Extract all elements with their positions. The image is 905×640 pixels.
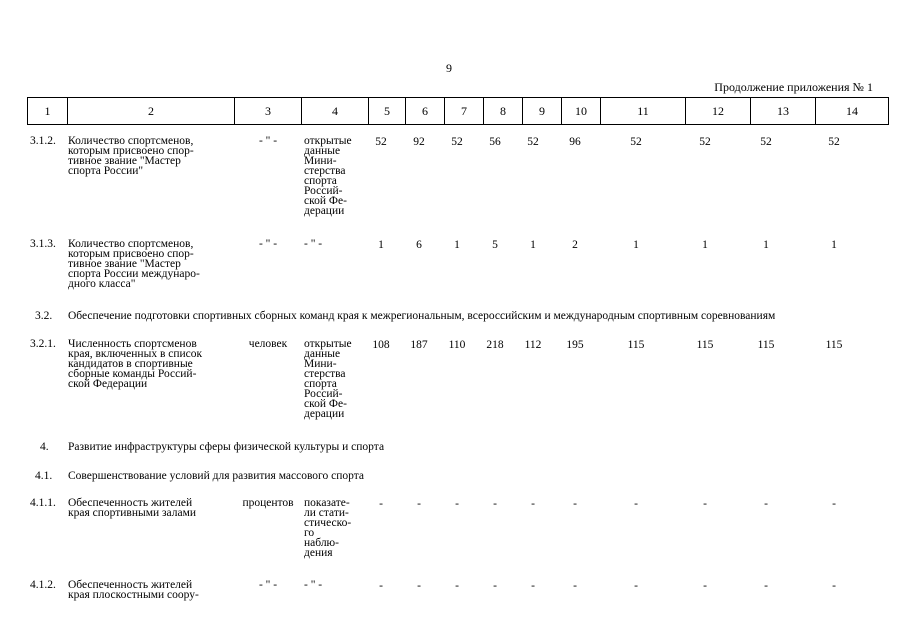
- value-cell: 96: [569, 136, 581, 148]
- unit-cell: человек: [248, 338, 288, 350]
- value-cell: -: [703, 580, 707, 592]
- value-cell: -: [455, 498, 459, 510]
- value-cell: -: [703, 498, 707, 510]
- value-cell: 52: [451, 136, 463, 148]
- section-code: 4.1.: [35, 470, 53, 482]
- value-cell: -: [455, 580, 459, 592]
- value-cell: 112: [524, 339, 542, 351]
- value-cell: -: [531, 580, 535, 592]
- value-cell: 1: [831, 239, 837, 251]
- value-cell: 1: [702, 239, 708, 251]
- page-number: 9: [446, 61, 452, 75]
- unit-cell: - " -: [258, 579, 278, 591]
- value-cell: 6: [416, 239, 422, 251]
- value-cell: 1: [763, 239, 769, 251]
- section-title: Развитие инфраструктуры сферы физической культуры и спорта: [68, 441, 385, 453]
- value-cell: -: [493, 498, 497, 510]
- col-header: 4: [302, 98, 369, 125]
- section-title: Обеспечение подготовки спортивных сборных команд края к межрегиональным, всероссийским и международным спортивным соревнованиям: [68, 310, 776, 322]
- value-cell: 110: [448, 339, 466, 351]
- value-cell: 115: [627, 339, 645, 351]
- section-code: 3.2.: [35, 310, 53, 322]
- value-cell: -: [634, 498, 638, 510]
- value-cell: -: [832, 498, 836, 510]
- col-header: 12: [686, 98, 751, 125]
- source-cell: - " -: [304, 579, 323, 591]
- value-cell: -: [573, 498, 577, 510]
- continued-label: Продолжение приложения № 1: [714, 80, 873, 94]
- source-cell: показате- ли стати- стическо- го наблю- дения: [304, 497, 352, 559]
- value-cell: -: [379, 498, 383, 510]
- value-cell: 52: [527, 136, 539, 148]
- indicator-name: Обеспеченность жителей края спортивными залами: [68, 497, 197, 519]
- value-cell: -: [573, 580, 577, 592]
- unit-cell: процентов: [242, 497, 294, 509]
- col-header: 3: [235, 98, 302, 125]
- value-cell: 115: [825, 339, 843, 351]
- row-code: 3.1.2.: [30, 135, 56, 147]
- row-code: 3.1.3.: [30, 238, 56, 250]
- unit-cell: - " -: [258, 238, 278, 250]
- value-cell: 52: [375, 136, 387, 148]
- value-cell: -: [417, 580, 421, 592]
- value-cell: 115: [696, 339, 714, 351]
- section-title: Совершенствование условий для развития массового спорта: [68, 470, 364, 482]
- value-cell: -: [764, 580, 768, 592]
- col-header: 7: [445, 98, 484, 125]
- col-header: 13: [751, 98, 816, 125]
- value-cell: 115: [757, 339, 775, 351]
- value-cell: 187: [410, 339, 428, 351]
- value-cell: -: [379, 580, 383, 592]
- value-cell: 5: [492, 239, 498, 251]
- indicator-name: Обеспеченность жителей края плоскостными соору-: [68, 579, 199, 601]
- value-cell: 218: [486, 339, 504, 351]
- col-header: 14: [816, 98, 889, 125]
- value-cell: 52: [828, 136, 840, 148]
- section-code: 4.: [40, 441, 49, 453]
- source-cell: - " -: [304, 238, 323, 250]
- value-cell: -: [832, 580, 836, 592]
- col-header: 11: [601, 98, 686, 125]
- value-cell: -: [417, 498, 421, 510]
- value-cell: 195: [566, 339, 584, 351]
- value-cell: 1: [633, 239, 639, 251]
- value-cell: 52: [760, 136, 772, 148]
- value-cell: 52: [699, 136, 711, 148]
- col-header: 8: [484, 98, 523, 125]
- value-cell: 108: [372, 339, 390, 351]
- value-cell: -: [764, 498, 768, 510]
- col-header: 5: [369, 98, 406, 125]
- column-header-table: [27, 97, 889, 125]
- value-cell: 56: [489, 136, 501, 148]
- col-header: 9: [523, 98, 562, 125]
- indicator-name: Количество спортсменов, которым присвоено спор- тивное звание "Мастер спорта России": [68, 135, 194, 177]
- value-cell: -: [634, 580, 638, 592]
- value-cell: 92: [413, 136, 425, 148]
- value-cell: 1: [378, 239, 384, 251]
- value-cell: -: [531, 498, 535, 510]
- col-header: 2: [68, 98, 235, 125]
- row-code: 4.1.2.: [30, 579, 56, 591]
- row-code: 3.2.1.: [30, 338, 56, 350]
- col-header: 1: [28, 98, 68, 125]
- value-cell: 52: [630, 136, 642, 148]
- row-code: 4.1.1.: [30, 497, 56, 509]
- unit-cell: - " -: [258, 135, 278, 147]
- source-cell: открытые данные Мини- стерства спорта Россий- ской Фе- дерации: [304, 135, 352, 217]
- value-cell: 2: [572, 239, 578, 251]
- value-cell: 1: [454, 239, 460, 251]
- value-cell: -: [493, 580, 497, 592]
- indicator-name: Численность спортсменов края, включенных в список кандидатов в спортивные сборные команды Россий- ской Федерации: [68, 338, 203, 390]
- source-cell: открытые данные Мини- стерства спорта Россий- ской Фе- дерации: [304, 338, 352, 420]
- value-cell: 1: [530, 239, 536, 251]
- indicator-name: Количество спортсменов, которым присвоено спор- тивное звание "Мастер спорта России междунаро- дного класса": [68, 238, 200, 290]
- col-header: 6: [406, 98, 445, 125]
- col-header: 10: [562, 98, 601, 125]
